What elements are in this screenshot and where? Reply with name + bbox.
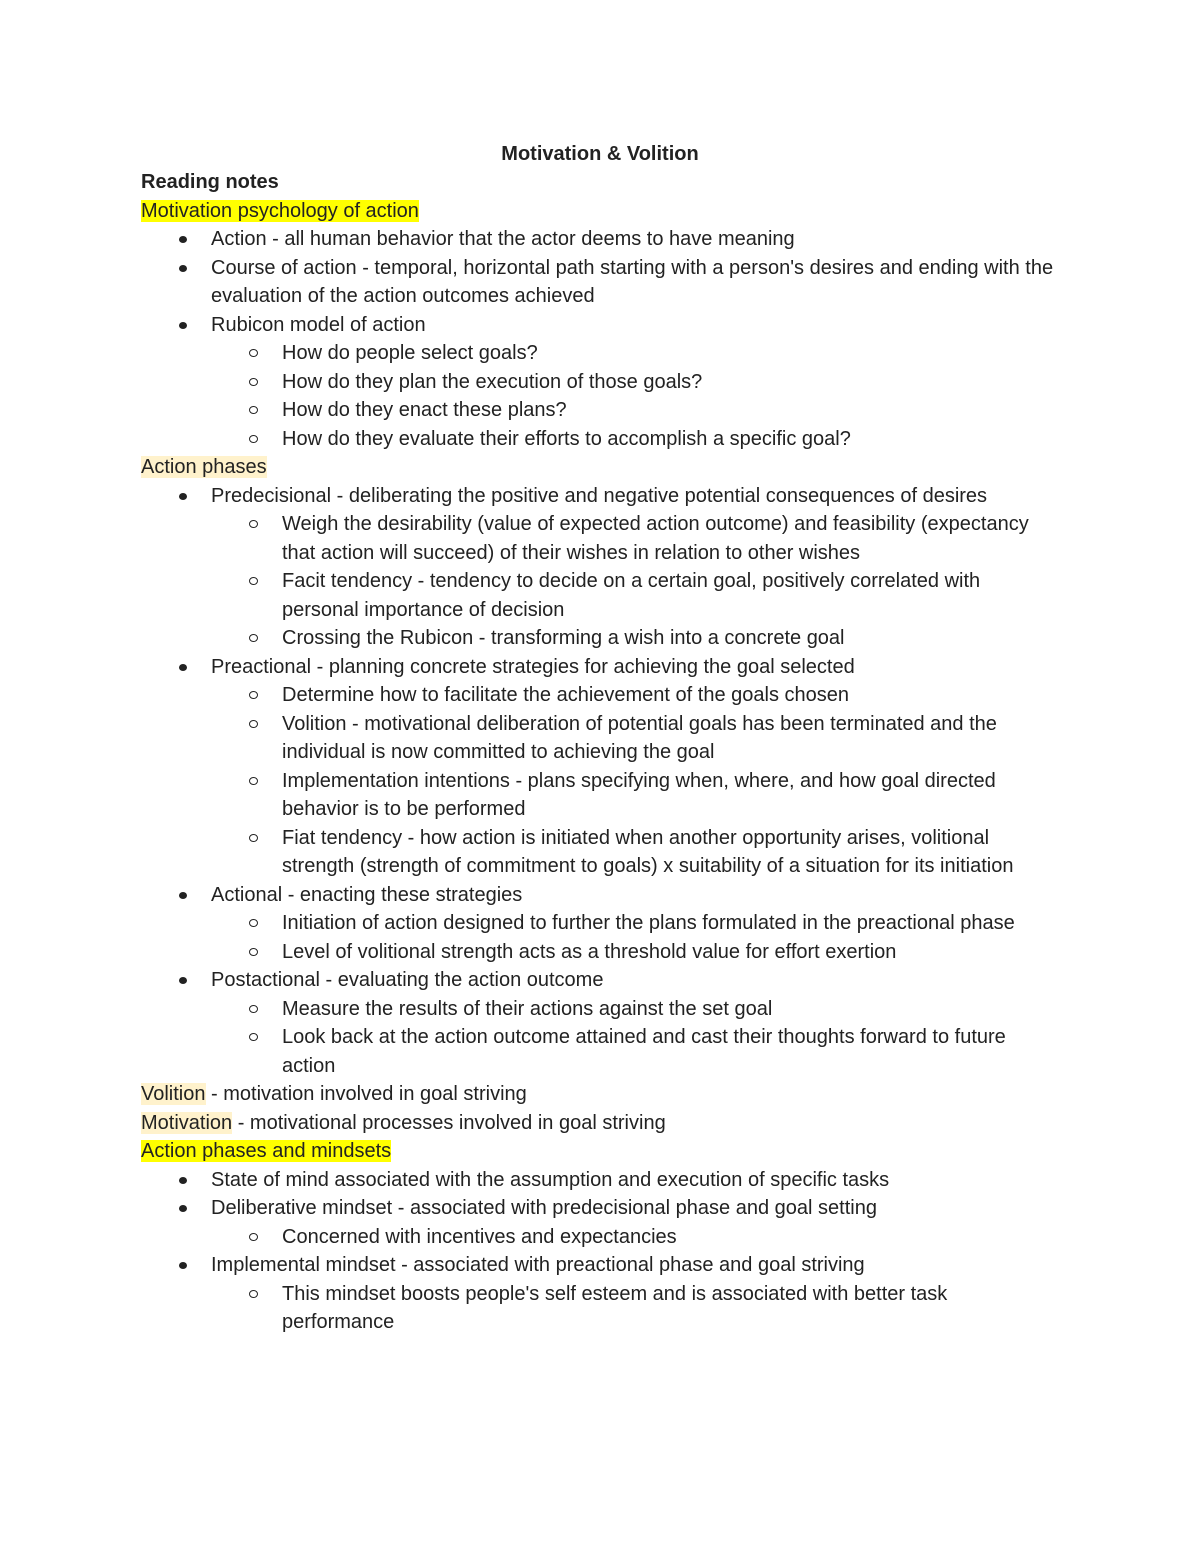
sub-list-item: Initiation of action designed to further the plans formulated in the preactional phase xyxy=(282,909,1061,938)
sub-list xyxy=(211,510,1061,653)
section-heading xyxy=(141,1137,1061,1166)
sub-list-item: Crossing the Rubicon - transforming a wish into a concrete goal xyxy=(282,624,1061,653)
sub-list-item: Fiat tendency - how action is initiated when another opportunity arises, volitional strength (strength of commitment to goals) x suitability of a situation for its initiation xyxy=(282,824,1061,881)
section-heading xyxy=(141,453,1061,482)
notes-body xyxy=(141,168,1061,1337)
sub-list-item: Level of volitional strength acts as a threshold value for effort exertion xyxy=(282,938,1061,967)
list-item xyxy=(211,311,1061,454)
list-item-text: Deliberative mindset - associated with predecisional phase and goal setting xyxy=(211,1197,877,1219)
highlighted-heading: Action phases and mindsets xyxy=(141,1140,392,1162)
term-definition xyxy=(141,1080,1061,1109)
sub-list xyxy=(211,1223,1061,1252)
list-item xyxy=(211,881,1061,967)
sub-list-item: How do they evaluate their efforts to accomplish a specific goal? xyxy=(282,425,1061,454)
bullet-list xyxy=(141,482,1061,1081)
sub-list xyxy=(211,339,1061,453)
section-heading xyxy=(141,197,1061,226)
list-item-text: Postactional - evaluating the action outcome xyxy=(211,969,604,991)
sub-list-item: Implementation intentions - plans specifying when, where, and how goal directed behavior is to be performed xyxy=(282,767,1061,824)
list-item xyxy=(211,966,1061,1080)
sub-list-item: Facit tendency - tendency to decide on a certain goal, positively correlated with personal importance of decision xyxy=(282,567,1061,624)
bullet-list xyxy=(141,225,1061,453)
list-item-text: Predecisional - deliberating the positive and negative potential consequences of desires xyxy=(211,484,988,507)
list-item xyxy=(211,1251,1061,1337)
list-item-text: Actional - enacting these strategies xyxy=(211,883,523,906)
list-item: Action - all human behavior that the actor deems to have meaning xyxy=(211,225,1061,254)
list-item xyxy=(211,1194,1061,1251)
sub-list xyxy=(211,681,1061,881)
highlighted-term: Motivation xyxy=(141,1111,233,1134)
sub-list-item: Measure the results of their actions against the set goal xyxy=(282,995,1061,1024)
list-item-text: Implemental mindset - associated with preactional phase and goal striving xyxy=(211,1254,865,1276)
subtitle: Reading notes xyxy=(141,171,279,193)
sub-list xyxy=(211,995,1061,1081)
bullet-list xyxy=(141,1166,1061,1337)
list-item: State of mind associated with the assumption and execution of specific tasks xyxy=(211,1166,1061,1195)
highlighted-heading: Action phases xyxy=(141,456,267,478)
list-item-text: Rubicon model of action xyxy=(211,313,426,336)
list-item: Course of action - temporal, horizontal path starting with a person's desires and ending with the evaluation of the action outcomes achieved xyxy=(211,254,1061,311)
sub-list-item: This mindset boosts people's self esteem and is associated with better task performance xyxy=(282,1280,1061,1337)
sub-list-item: Concerned with incentives and expectancies xyxy=(282,1223,1061,1252)
sub-list-item: How do they plan the execution of those goals? xyxy=(282,368,1061,397)
term-definition-text: - motivational processes involved in goal striving xyxy=(232,1111,666,1134)
sub-list xyxy=(211,1280,1061,1337)
highlighted-term: Volition xyxy=(141,1083,206,1105)
page-title: Motivation & Volition xyxy=(501,143,699,165)
sub-list-item: Volition - motivational deliberation of potential goals has been terminated and the individual is now committed to achieving the goal xyxy=(282,710,1061,767)
sub-list-item: How do people select goals? xyxy=(282,339,1061,368)
sub-list xyxy=(211,909,1061,966)
list-item xyxy=(211,482,1061,653)
sub-list-item: Weigh the desirability (value of expected action outcome) and feasibility (expectancy that action will succeed) of their wishes in relation to other wishes xyxy=(282,510,1061,567)
sub-list-item: How do they enact these plans? xyxy=(282,396,1061,425)
sub-list-item: Determine how to facilitate the achievement of the goals chosen xyxy=(282,681,1061,710)
list-item-text: Preactional - planning concrete strategies for achieving the goal selected xyxy=(211,655,855,678)
term-definition-text: - motivation involved in goal striving xyxy=(205,1083,527,1105)
sub-list-item: Look back at the action outcome attained and cast their thoughts forward to future action xyxy=(282,1023,1061,1080)
term-definition xyxy=(141,1109,1061,1138)
highlighted-heading: Motivation psychology of action xyxy=(141,199,419,222)
list-item xyxy=(211,653,1061,881)
